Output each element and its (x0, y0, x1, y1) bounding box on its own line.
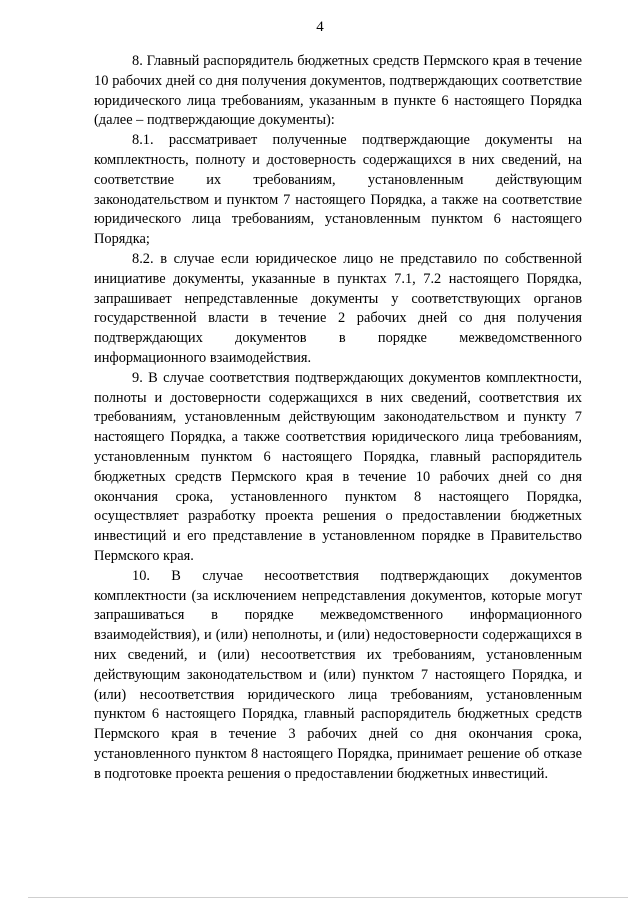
paragraph-8-2: 8.2. в случае если юридическое лицо не представило по собственной инициативе документы, указанные в пунктах 7.1, 7.2 настоящего Порядка, запрашивает непредставленные документы у соответствующих органов государственной власти в течение 2 рабочих дней со дня получения подтверждающих документов в порядке межведомственного информационного взаимодействия. (94, 250, 582, 366)
paragraph-8: 8. Главный распорядитель бюджетных средств Пермского края в течение 10 рабочих дней со дня получения документов, подтверждающих соответствие юридического лица требованиям, указанным в пункте 6 настоящего Порядка (далее – подтверждающие документы): (94, 53, 582, 129)
paragraph-10: 10. В случае несоответствия подтверждающих документов комплектности (за исключением непредставления документов, которые могут запрашиваться в порядке межведомственного информационного взаимодействия), и (или) неполноты, и (или) недостоверности содержащихся в них сведений, и (или) несоответствия их требованиям, установленным действующим законодательством и (или) пунктом 7 настоящего Порядка, и (или) несоответствия юридического лица требованиям, установленным пунктом 6 настоящего Порядка, главный распорядитель бюджетных средств Пермского края в течение 3 рабочих дней со дня окончания срока, установленного пунктом 8 настоящего Порядка, принимает решение об отказе в подготовке проекта решения о предоставлении бюджетных инвестиций. (94, 567, 582, 782)
paragraph-9: 9. В случае соответствия подтверждающих документов комплектности, полноты и достоверности содержащихся в них сведений, соответствия их требованиям, установленным действующим законодательством и пункту 7 настоящего Порядка, а также соответствия юридического лица требованиям, установленным пунктом 6 настоящего Порядка, главный распорядитель бюджетных средств Пермского края в течение 10 рабочих дней со дня окончания срока, установленного пунктом 8 настоящего Порядка, осуществляет разработку проекта решения о предоставлении бюджетных инвестиций и его представление в установленном порядке в Правительство Пермского края. (94, 369, 582, 564)
document-body (94, 52, 582, 784)
paragraph-8-1: 8.1. рассматривает полученные подтверждающие документы на комплектность, полноту и достоверность содержащихся в них сведений, на соответствие их требованиям, установленным действующим законодательством и пунктом 7 настоящего Порядка, а также на соответствие юридического лица требованиям, установленным пунктом 6 настоящего Порядка; (94, 132, 582, 248)
page-bottom-edge (28, 897, 628, 898)
page-number: 4 (316, 19, 324, 35)
